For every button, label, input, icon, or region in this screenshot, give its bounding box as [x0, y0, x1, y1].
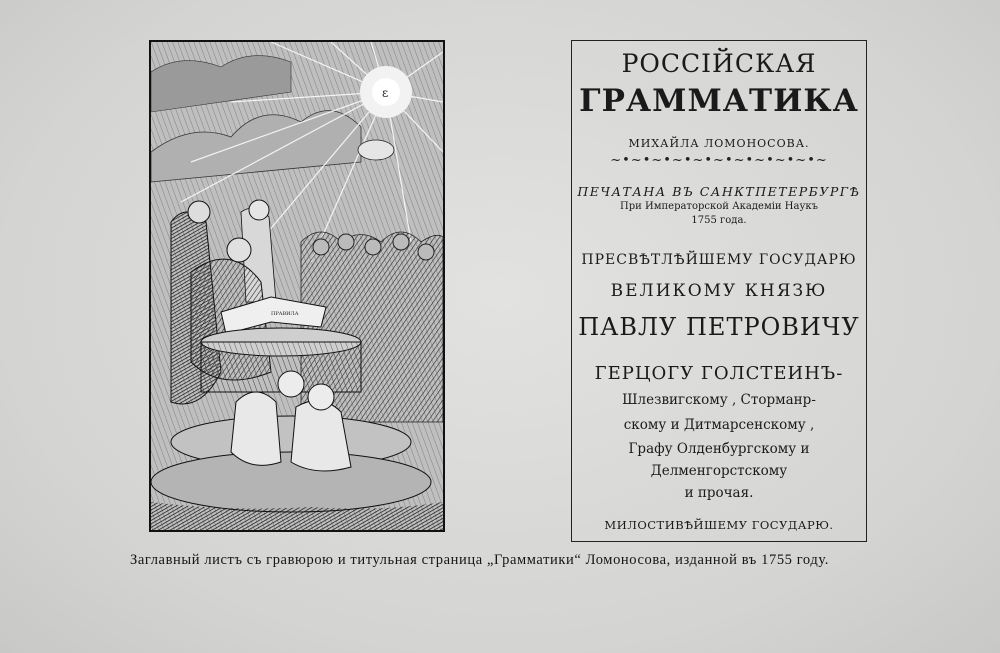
dedication-line-1: ПРЕСВѢТЛѢЙШЕМУ ГОСУДАРЮ — [581, 252, 857, 268]
book-inscription: ПРАВИЛА — [271, 311, 299, 317]
year-line: 1755 года. — [691, 215, 747, 226]
dedication-line-2: ВЕЛИКОМУ КНЯЗЮ — [610, 281, 828, 301]
title-line-schleswig: Шлезвигскому , Сторманр- — [622, 392, 816, 408]
svg-text:ε: ε — [382, 86, 389, 100]
figure-caption: Заглавный листъ съ гравюрою и титульная страница „Грамматики“ Ломоносова, изданной въ 1755 году. — [130, 552, 829, 568]
closing-line: МИЛОСТИВѢЙШЕМУ ГОСУДАРЮ. — [604, 518, 834, 532]
author-line: МИХАЙЛА ЛОМОНОСОВА. — [628, 137, 810, 150]
title-line-oldenburg: Графу Олденбургскому и — [628, 441, 810, 457]
dedicatee-name: ПАВЛУ ПЕТРОВИЧУ — [578, 313, 860, 341]
engraving-illustration — [151, 42, 443, 530]
title-page — [571, 40, 867, 542]
title-line-duke: ГЕРЦОГУ ГОЛСТЕИНЪ- — [594, 363, 844, 384]
ornament-divider: ~•~•~•~•~•~•~•~•~•~•~ — [610, 153, 828, 168]
title-line-delmenhorst: Делменгорстскому — [650, 463, 788, 479]
printed-line: ПЕЧАТАНА ВЪ САНКТПЕТЕРБУРГѢ — [577, 184, 861, 199]
title-line-etc: и прочая. — [684, 485, 754, 501]
title-line-1: РОССІЙСКАЯ — [621, 49, 817, 78]
child-figure-left — [231, 392, 281, 465]
flying-cherub — [358, 140, 394, 160]
title-line-dithmarschen: скому и Дитмарсенскому , — [623, 417, 815, 433]
academy-line: При Императорской Академіи Наукъ — [620, 201, 818, 212]
frontispiece-engraving — [149, 40, 445, 532]
title-line-2: ГРАММАТИКА — [579, 83, 859, 119]
